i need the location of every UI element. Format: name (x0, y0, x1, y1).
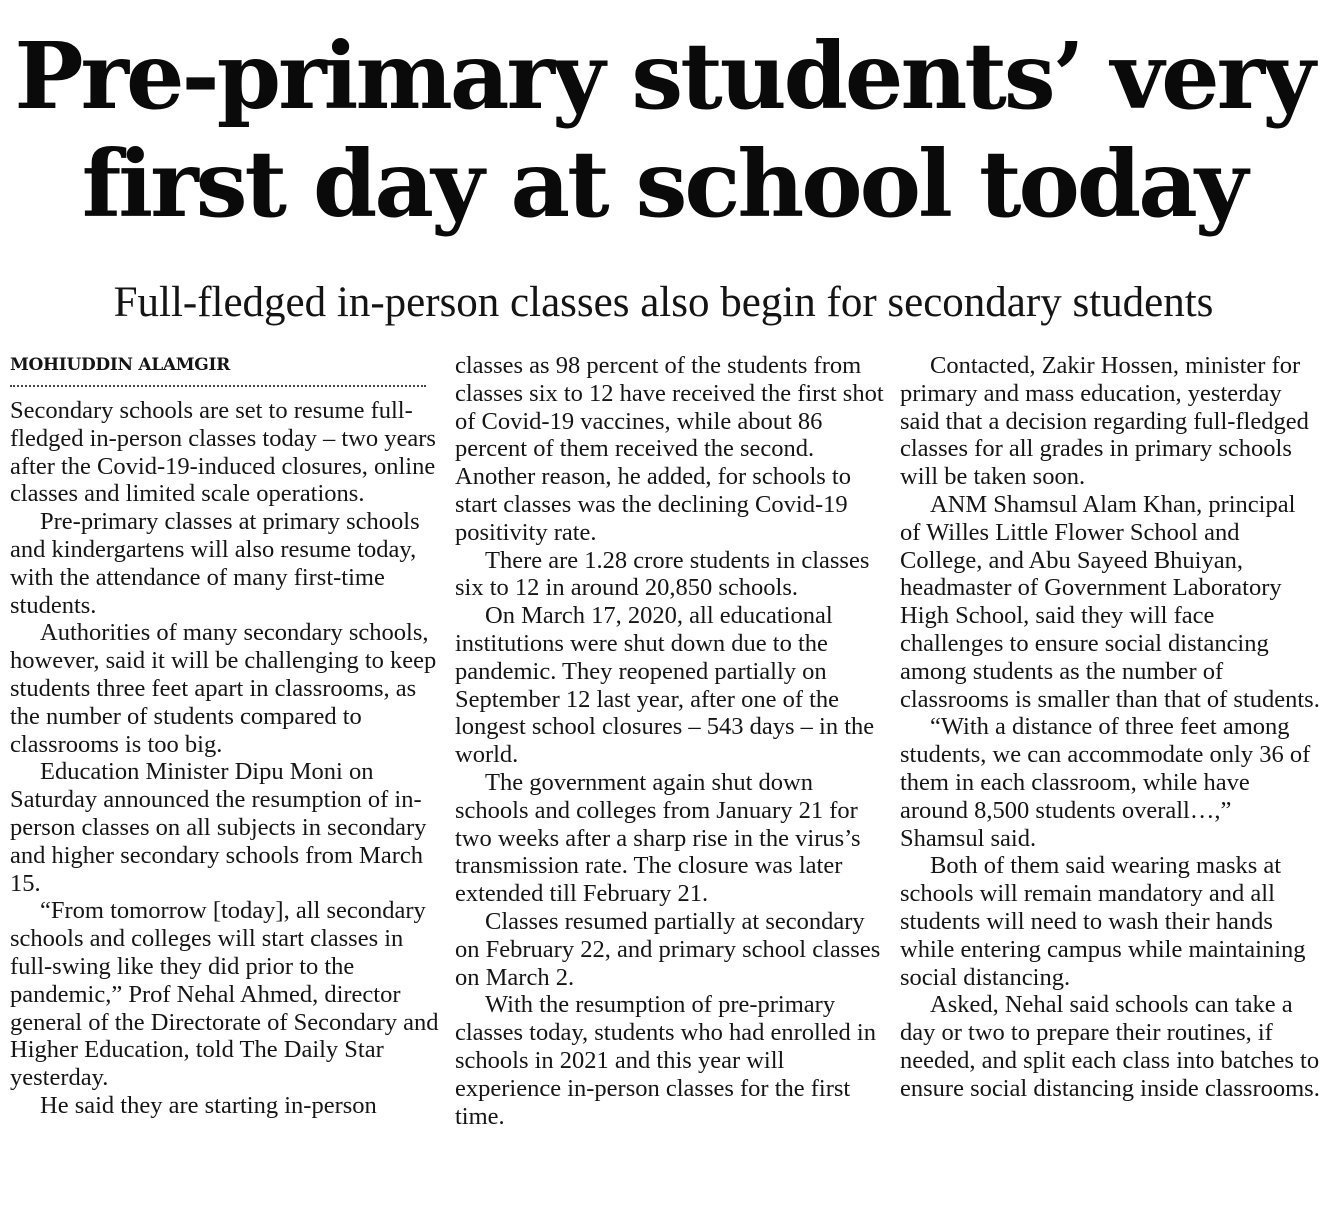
paragraph: Pre-primary classes at primary schools and kindergartens will also resume today, with the attendance of many first-time students. (10, 508, 420, 619)
paragraph: classes as 98 percent of the students from classes six to 12 have received the first shot of Covid-19 vaccines, while about 86 percent of them received the second. Another reason, he added, for schools to start classes was the declining Covid-19 positivity rate. (455, 352, 884, 546)
article-column-3 (900, 352, 1320, 1103)
paragraph: Authorities of many secondary schools, however, said it will be challenging to keep students three feet apart in classrooms, as the number of students compared to classrooms is too big. (10, 619, 437, 758)
byline: MOHIUDDIN ALAMGIR (10, 352, 426, 387)
paragraph: There are 1.28 crore students in classes six to 12 in around 20,850 schools. (455, 546, 870, 602)
paragraph: Contacted, Zakir Hossen, minister for primary and mass education, yesterday said that a decision regarding full-fledged classes for all grades in primary schools will be taken soon. (900, 352, 1309, 491)
paragraph: “From tomorrow [today], all secondary schools and colleges will start classes in full-swing like they did prior to the pandemic,” Prof Nehal Ahmed, director general of the Directorate of Secondary and Higher Education, told The Daily Star yesterday. (10, 897, 439, 1092)
paragraph: Asked, Nehal said schools can take a day or two to prepare their routines, if needed, and split each class into batches to ensure social distancing inside classrooms. (900, 991, 1320, 1102)
paragraph: Classes resumed partially at secondary on February 22, and primary school classes on March 2. (455, 907, 881, 991)
headline-line-2: first day at school today (81, 130, 1246, 238)
article-column-2 (455, 352, 885, 1130)
paragraph: On March 17, 2020, all educational institutions were shut down due to the pandemic. They reopened partially on September 12 last year, after one of the longest school closures – 543 days – in the world. (455, 602, 875, 769)
paragraph: The government again shut down schools and colleges from January 21 for two weeks after a sharp rise in the virus’s transmission rate. The closure was later extended till February 21. (455, 768, 861, 908)
paragraph: With the resumption of pre-primary classes today, students who had enrolled in schools in 2021 and this year will experience in-person classes for the first time. (455, 991, 876, 1130)
subheadline: Full-fledged in-person classes also begin for secondary students (113, 279, 1214, 326)
paragraph: Both of them said wearing masks at schools will remain mandatory and all students will need to wash their hands while entering campus while maintaining social distancing. (900, 852, 1306, 991)
article-column-1 (10, 352, 440, 1120)
paragraph: Education Minister Dipu Moni on Saturday announced the resumption of in-person classes on all subjects in secondary and higher secondary schools from March 15. (10, 758, 427, 897)
paragraph: “With a distance of three feet among students, we can accommodate only 36 of them in each classroom, while have around 8,500 students overall…,” Shamsul said. (900, 713, 1311, 852)
headline-line-1: Pre-primary students’ very (14, 22, 1313, 130)
headline (0, 22, 1327, 238)
paragraph: Secondary schools are set to resume full-fledged in-person classes today – two years after the Covid-19-induced closures, online classes and limited scale operations. (10, 397, 436, 508)
paragraph: He said they are starting in-person (40, 1091, 377, 1119)
paragraph: ANM Shamsul Alam Khan, principal of Willes Little Flower School and College, and Abu Sayeed Bhuiyan, headmaster of Government Laboratory High School, said they will face challenges to ensure social distancing among students as the number of classrooms is smaller than that of students. (900, 490, 1320, 713)
